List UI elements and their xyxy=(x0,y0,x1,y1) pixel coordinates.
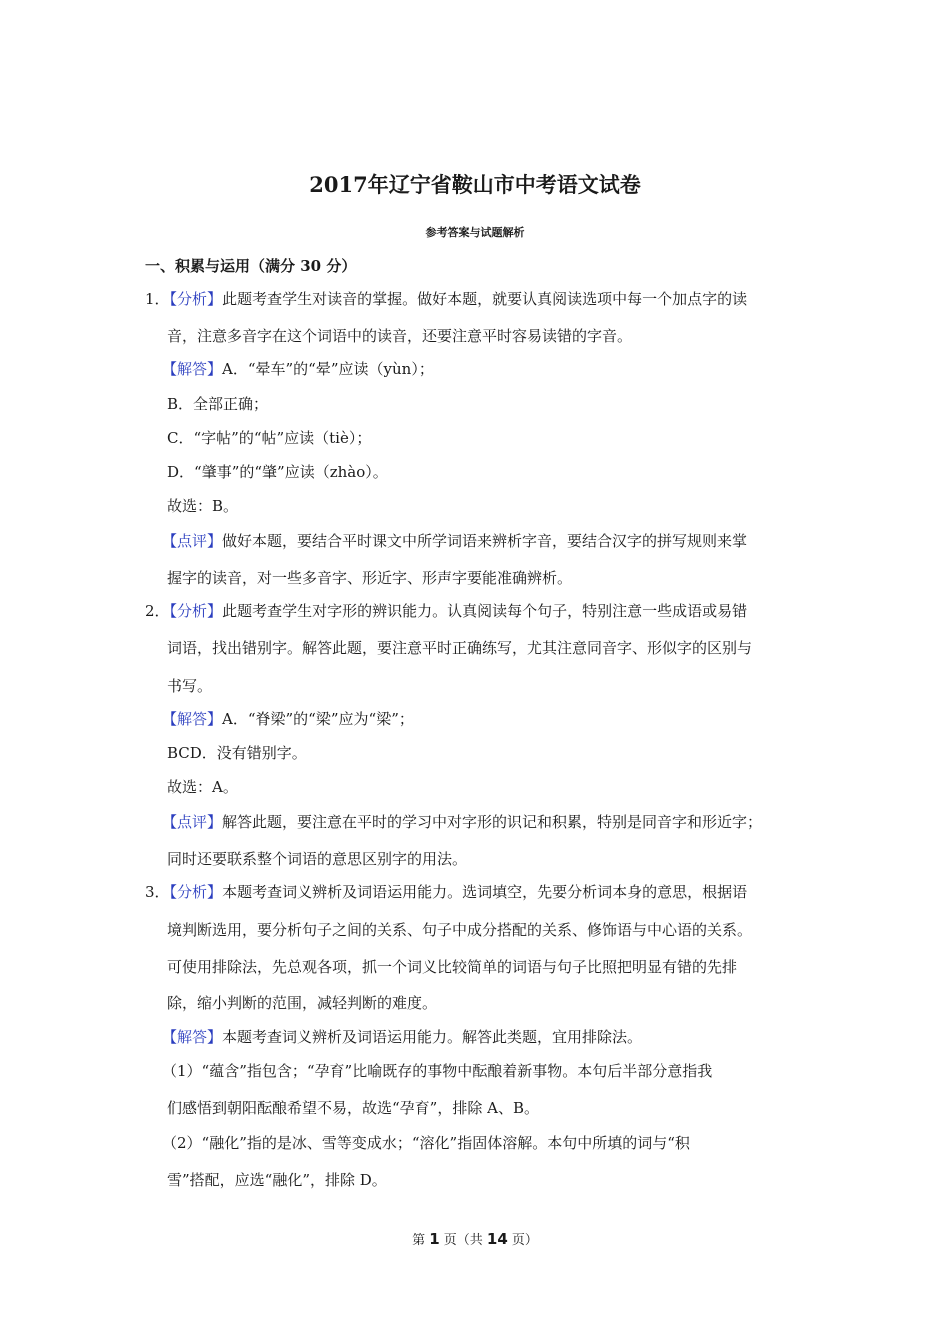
q2-analysis-line xyxy=(145,601,747,621)
q1-comment-cont: 握字的读音，对一些多音字、形近字、形声字要能准确辨析。 xyxy=(167,569,573,587)
q2-number: 2． xyxy=(145,602,170,620)
q2-analysis-cont: 书写。 xyxy=(167,677,213,695)
q1-comment-line xyxy=(162,531,747,551)
q1-number: 1． xyxy=(145,290,170,308)
section-heading: 一、积累与运用（满分 30 分） xyxy=(145,257,357,275)
q1-answer-c: C．“字帖”的“帖”应读（tiè）； xyxy=(167,429,372,447)
q1-answer-a: A．“晕车”的“晕”应读（yùn）； xyxy=(222,360,434,378)
q1-answer-b: B．全部正确； xyxy=(167,395,269,413)
q2-answer-bcd: BCD．没有错别字。 xyxy=(167,744,307,762)
q2-answer-a: A．“脊梁”的“梁”应为“梁”； xyxy=(222,710,414,728)
footer-suffix: 页） xyxy=(507,1233,538,1248)
analysis-tag: 【分析】 xyxy=(169,883,223,901)
q3-point-1-cont: 们感悟到朝阳酝酿希望不易，故选“孕育”，排除 A、B。 xyxy=(167,1099,539,1117)
q1-analysis-text: 此题考查学生对读音的掌握。做好本题，就要认真阅读选项中每一个加点字的读 xyxy=(222,290,748,308)
q3-number: 3． xyxy=(145,883,170,901)
q3-point-2: （2）“融化”指的是冰、雪等变成水；“溶化”指固体溶解。本句中所填的词与“积 xyxy=(162,1134,690,1152)
footer-total-pages: 14 xyxy=(486,1230,508,1248)
q3-point-1: （1）“蕴含”指包含；“孕育”比喻既存的事物中酝酿着新事物。本句后半部分意指我 xyxy=(162,1062,713,1080)
q3-answer-line xyxy=(162,1027,642,1047)
q3-analysis-cont: 可使用排除法，先总观各项，抓一个词义比较简单的词语与句子比照把明显有错的先排 xyxy=(167,958,738,976)
page-subtitle: 参考答案与试题解析 xyxy=(425,226,525,239)
q1-comment-text: 做好本题，要结合平时课文中所学词语来辨析字音，要结合汉字的拼写规则来掌 xyxy=(222,532,748,550)
footer-mid: 页（共 xyxy=(439,1233,487,1248)
q3-analysis-cont: 境判断选用，要分析句子之间的关系、句子中成分搭配的关系、修饰语与中心语的关系。 xyxy=(167,921,753,939)
q3-point-2-cont: 雪”搭配，应选“融化”，排除 D。 xyxy=(167,1171,387,1189)
q2-comment-line xyxy=(162,812,762,832)
analysis-tag: 【分析】 xyxy=(169,602,223,620)
q2-analysis-text: 此题考查学生对字形的辨识能力。认真阅读每个句子，特别注意一些成语或易错 xyxy=(222,602,748,620)
q1-choice: 故选：B。 xyxy=(167,497,239,515)
q2-comment-cont: 同时还要联系整个词语的意思区别字的用法。 xyxy=(167,850,468,868)
q2-answer-line xyxy=(162,709,414,729)
q2-analysis-cont: 词语，找出错别字。解答此题，要注意平时正确练写，尤其注意同音字、形似字的区别与 xyxy=(167,639,753,657)
q3-answer-text: 本题考查词义辨析及词语运用能力。解答此类题，宜用排除法。 xyxy=(222,1028,643,1046)
q3-analysis-line xyxy=(145,882,747,902)
q1-analysis-cont: 音，注意多音字在这个词语中的读音，还要注意平时容易读错的字音。 xyxy=(167,327,633,345)
answer-tag: 【解答】 xyxy=(162,360,223,378)
answer-tag: 【解答】 xyxy=(162,1028,223,1046)
comment-tag: 【点评】 xyxy=(162,532,223,550)
q1-analysis-line xyxy=(145,289,747,309)
page-title: 2017年辽宁省鞍山市中考语文试卷 xyxy=(309,172,641,197)
q3-analysis-cont: 除，缩小判断的范围，减轻判断的难度。 xyxy=(167,994,438,1012)
q3-analysis-text: 本题考查词义辨析及词语运用能力。选词填空，先要分析词本身的意思，根据语 xyxy=(222,883,748,901)
footer-prefix: 第 xyxy=(412,1233,430,1248)
analysis-tag: 【分析】 xyxy=(169,290,223,308)
page-footer xyxy=(0,1230,950,1250)
q2-comment-text: 解答此题，要注意在平时的学习中对字形的识记和积累，特别是同音字和形近字； xyxy=(222,813,763,831)
answer-tag: 【解答】 xyxy=(162,710,223,728)
q1-answer-d: D．“肇事”的“肇”应读（zhào）。 xyxy=(167,463,388,481)
q1-answer-line xyxy=(162,359,434,379)
q2-choice: 故选：A。 xyxy=(167,778,238,796)
footer-page-number: 1 xyxy=(429,1230,440,1248)
comment-tag: 【点评】 xyxy=(162,813,223,831)
